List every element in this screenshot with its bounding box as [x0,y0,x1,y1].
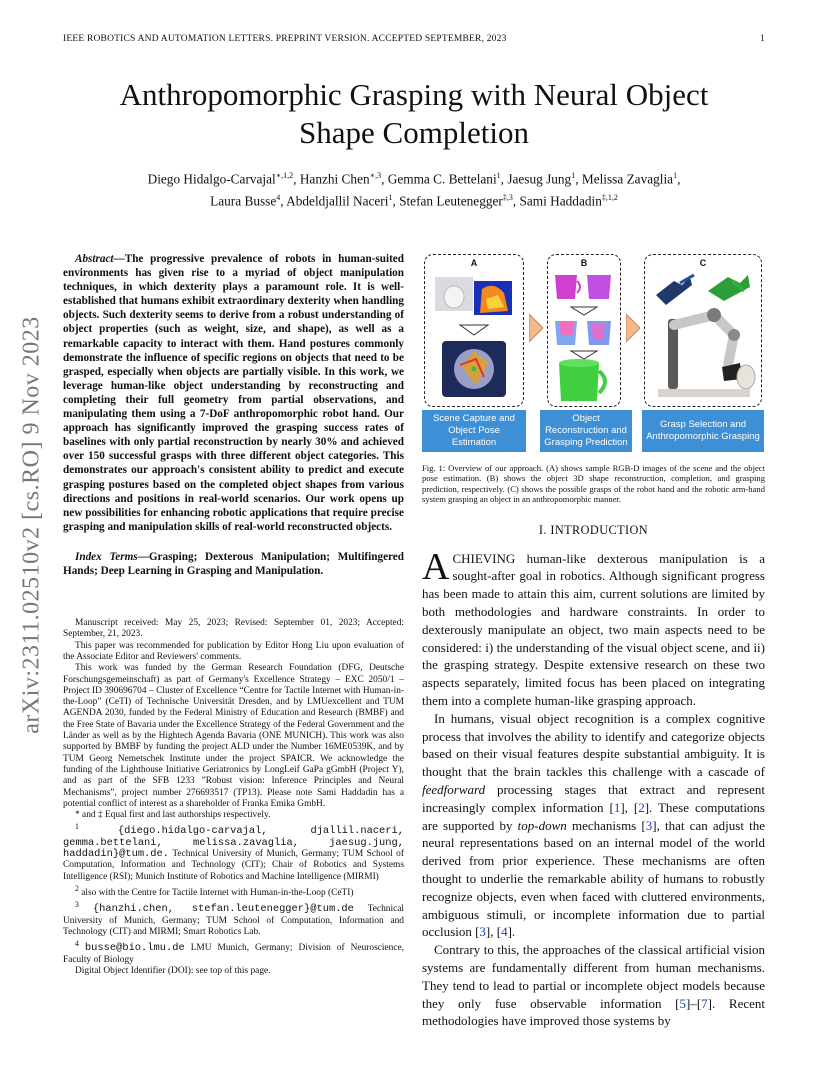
panel-c-letter: C [699,258,707,268]
citation-link[interactable]: 2 [638,799,645,815]
citation-link[interactable]: 7 [701,995,708,1011]
panel-c [644,254,762,407]
author-line-2: Laura Busse$^4$, Abdeldjallil Naceri$^1$, Stefan Leutenegger$^{\ddagger,3}$, Sami Haddadin$^{\ddagger,1,2}$ [210,193,618,209]
author-name: Diego Hidalgo-Carvajal [147,171,276,187]
partial-mug-1 [555,275,577,299]
index-terms-text: —Grasping; Dexterous Manipulation; Multifingered Hands; Deep Learning in Grasping and Manipulation. [63,550,404,577]
footnote-equal: * and ‡ Equal first and last authorships respectively. [75,810,271,821]
author-affiliation-mark: 1 [571,171,576,180]
aff-4-email[interactable]: busse@bio.lmu.de [84,942,185,955]
intro-paragraph-1 [422,545,765,710]
citation-link[interactable]: 5 [679,995,686,1011]
footnote-funding: This work was funded by the German Research Foundation (DFG, Deutsche Forschungsgemeinschaft) as part of Germany's Excellence Strategy – EXC 2050/1 – Project ID 390696704 – Cluster of Excellence “Centre for Tactile Internet with Human-in-the-Loop” (CeTI) of Technische Universität Dresden, and by LMUexcellent and TUM AGENDA 2030, funded by the Federal Ministry of Education and Research (BMBF) and the Free State of Bavaria under the Excellence Strategy of the Federal Government and the Länder as well as by the Hightech Agenda Bavaria (ONE MUNICH). This work was also supported by BMBF by funding the project ALD under the Number 16ME0539K, and by TUM Georg Nemetschek Institute under the project SPAICR. We acknowledge the funding of the Lighthouse Initiative Geriatronics by LongLeif GaPa gGmbH (Project Y), and as part of the SFB 1233 ”Robust vision: Inference Principles and Neural Mechanisms”, project number 276693517 (TP13). Please note Sami Haddadin has a potential conflict of interest as a shareholder of Franka Emika GmbH. [63,663,405,809]
footnote-recommended: This paper was recommended for publication by Editor Hong Liu upon evaluation of the Associate Editor and Reviewers' comments. [63,640,404,662]
p2-text: In humans, visual object recognition is a complex cognitive process that involves the ability to identify and categorize objects based on their visual features despite substantial ambiguity. It is thought that the brain tackles this challenge with a cascade of [422,710,765,780]
footnote-affiliation-2 [63,883,404,899]
partial-mug-2 [587,275,611,299]
author-affiliation-mark: ‡,1,2 [601,193,618,203]
p3-text: Contrary to this, the approaches of the classical artificial vision systems are fundamentally different from human mechanisms. They tend to lead to partial or incomplete object models because they only fuse observable information [ [422,942,765,1011]
author-affiliation-mark: ‡,3 [502,193,513,203]
p2-text: ]. [507,924,516,940]
robot-arm [674,315,734,365]
author-name: Abdeldjallil Naceri [286,193,389,209]
figure-1 [422,252,765,457]
grasp-hand-1 [656,277,692,305]
abstract [63,252,404,534]
aff-3-mark: 3 [75,900,79,910]
footnote-affiliation-4 [63,938,404,966]
aff-4-text: LMU Munich, Germany; Division of Neuroscience, Faculty of Biology [63,943,404,965]
grasp-hand-2 [708,275,750,301]
p2-text: processing stages that extract and represent increasingly complex information [ [422,781,765,815]
running-header [63,34,765,44]
panel-a-letter: A [470,258,478,268]
arrow-a-to-b [529,314,543,342]
stage-a-caption: Scene Capture and Object Pose Estimation [422,410,526,452]
author-affiliation-mark: 1 [388,193,393,203]
abstract-text: —The progressive prevalence of robots in human-suited environments has given rise to a myriad of object manipulation techniques, in which dexterity plays a paramount role. It is well-established that humans exhibit extraordinary dexterity when handling objects. Such dexterity seems to derive from a robust understanding of object properties (such as weight, size, and shape), as well as a remarkable capacity to interact with them. Hand postures commonly demonstrate the influence of specific regions on objects that need to be grasped, especially when objects are partially visible. In this work, we leverage human-like object understanding by reconstructing and completing their full geometry from partial observations, and manipulating them using a 7-DoF anthropomorphic robot hand. Our approach has significantly improved the grasping success rates of baselines with only partial reconstruction by nearly 30% and achieved over 150 successful grasps with three different object categories. This demonstrates our approach's consistent ability to predict and execute grasping postures based on the completed object shapes from various directions and positions in real-world scenarios. Our work opens up new possibilities for enhancing robotic applications that require precise grasping and manipulation skills of real-world reconstructed objects. [63,253,404,533]
panel-c-images [644,255,762,405]
down-arrow-b1 [571,307,597,315]
intro-paragraph-2 [422,710,765,941]
aff-1-email[interactable]: {diego.hidalgo-carvajal, djallil.naceri, gemma.bettelani, melissa.zavaglia, jaesug.jung, haddadin}@tum.de. [63,825,404,861]
p2-text: ], that can adjust the neural representations based on an internal model of the world derived from prior experience. These mechanisms are often thought to underlie the remarkable ability of humans to robustly recognize objects, even when faced with cluttered environments, ambiguous stimuli, or incomplete information due to partial occlusion [ [422,817,765,940]
drop-cap: A [422,545,450,588]
author-affiliation-mark: 1 [496,171,501,180]
footnote-received: Manuscript received: May 25, 2023; Revised: September 01, 2023; Accepted: September, 21, 2023. [63,618,404,640]
aff-1-mark: 1 [75,822,79,832]
citation-link[interactable]: 1 [613,799,621,815]
grasp-mug [559,363,599,401]
p3-text: ]–[ [686,995,702,1011]
panel-a-images [424,255,524,405]
citation-link[interactable]: 4 [501,924,508,940]
aff-1-text: Technical University of Munich, Germany; TUM School of Computation, Information and Technology (CIT); Chair of Robotics and Systems Intelligence (RSI); Munich Institute of Robotics and Machine Intelligence (MIRMI) [63,849,404,882]
p2-emphasis: feedforward [422,781,486,797]
section-heading-introduction: I. INTRODUCTION [538,522,649,537]
arxiv-stamp [12,290,52,760]
p2-text: ], [ [485,924,502,940]
panel-a [424,254,524,407]
down-arrow-b2 [571,351,597,359]
footnotes [63,618,404,977]
paper-title: Anthropomorphic Grasping with Neural Object Shape Completion [119,77,709,150]
index-terms [63,550,404,578]
journal-name: IEEE ROBOTICS AND AUTOMATION LETTERS. PREPRINT VERSION. ACCEPTED SEPTEMBER, 2023 [63,34,507,44]
arxiv-stamp-text: arXiv:2311.02510v2 [cs.RO] 9 Nov 2023 [18,316,45,734]
aff-3-email[interactable]: {hanzhi.chen, stefan.leutenegger}@tum.de [92,903,354,916]
down-arrow-a [460,325,488,335]
p2-text: ]. These computations are supported by [422,799,765,833]
abstract-label: Abstract [75,253,114,265]
author-affiliation-mark: 1 [673,171,678,180]
author-name: Gemma C. Bettelani [387,171,497,187]
p2-emphasis: top-down [517,817,567,833]
author-name: Laura Busse [210,193,277,209]
stage-b-caption: Object Reconstruction and Grasping Prediction [540,410,632,452]
p2-text: ], [ [620,799,639,815]
author-name: Hanzhi Chen [299,171,370,187]
grasped-cup [737,365,755,389]
aff-2-mark: 2 [75,884,79,894]
arrow-b-to-c [626,314,640,342]
page-number: 1 [760,34,765,44]
panel-b [547,254,621,407]
right-column [422,252,765,1030]
author-name: Stefan Leutenegger [399,193,503,209]
author-affiliation-mark: 4 [276,193,281,203]
author-line-1: Diego Hidalgo-Carvajal$^{∗,1,2}$, Hanzhi Chen$^{∗,3}$, Gemma C. Bettelani$^1$, Jaesug Jung$^1$, Melissa Zavaglia$^1$, [147,171,681,187]
footnote-affiliation-1 [63,821,404,883]
introduction-body [422,545,766,1031]
panel-b-letter: B [580,258,588,268]
cup-photo [444,286,464,308]
aff-2-text: also with the Centre for Tactile Internet with Human-in-the-Loop (CeTI) [78,888,354,899]
author-affiliation-mark: ∗,3 [369,171,382,180]
p2-text: mechanisms [ [566,817,646,833]
intro-paragraph-3 [422,941,765,1030]
author-name: Sami Haddadin [519,193,602,209]
author-list [80,166,748,211]
citation-link[interactable]: 3 [479,924,486,940]
footnote-doi: Digital Object Identifier (DOI): see top of this page. [75,966,271,977]
aff-3-text: Technical University of Munich, Germany; TUM School of Computation, Information and Technology (CIT) and MIRMI; Smart Robotics Lab. [63,904,404,938]
author-affiliation-mark: ∗,1,2 [275,171,294,180]
left-column [63,252,404,977]
footnote-affiliation-3 [63,899,404,938]
author-name: Jaesug Jung [507,171,572,187]
intro-p1-text: CHIEVING human-like dexterous manipulation is a sought-after goal in robotics. Although significant progress has been made to attain this aim, current solutions are limited by both methodologies and hardware constraints. In order to dexterously manipulate an object, two main aspects need to be considered: i) the understanding of the visual object scene, and ii) the grasping strategy. Despite extensive research on these two aspects separately, limited focus has been placed on integrating them into a complete human-like grasping approach. [422,550,765,708]
citation-link[interactable]: 3 [645,817,653,833]
stage-c-caption: Grasp Selection and Anthropomorphic Grasping [642,410,764,452]
aff-4-mark: 4 [75,939,79,949]
author-name: Melissa Zavaglia [581,171,674,187]
figure-caption: Fig. 1: Overview of our approach. (A) shows sample RGB-D images of the scene and the object pose estimation. (B) shows the object 3D shape reconstruction, completion, and grasping prediction, respectively. (C) shows the possible grasps of the robot hand and the robotic arm-hand system grasping an object in an anthropomorphic manner. [422,463,765,505]
p3-text: ]. Recent methodologies have improved those systems by [422,995,766,1029]
panel-b-images [547,255,621,405]
index-terms-label: Index Terms [75,550,138,563]
